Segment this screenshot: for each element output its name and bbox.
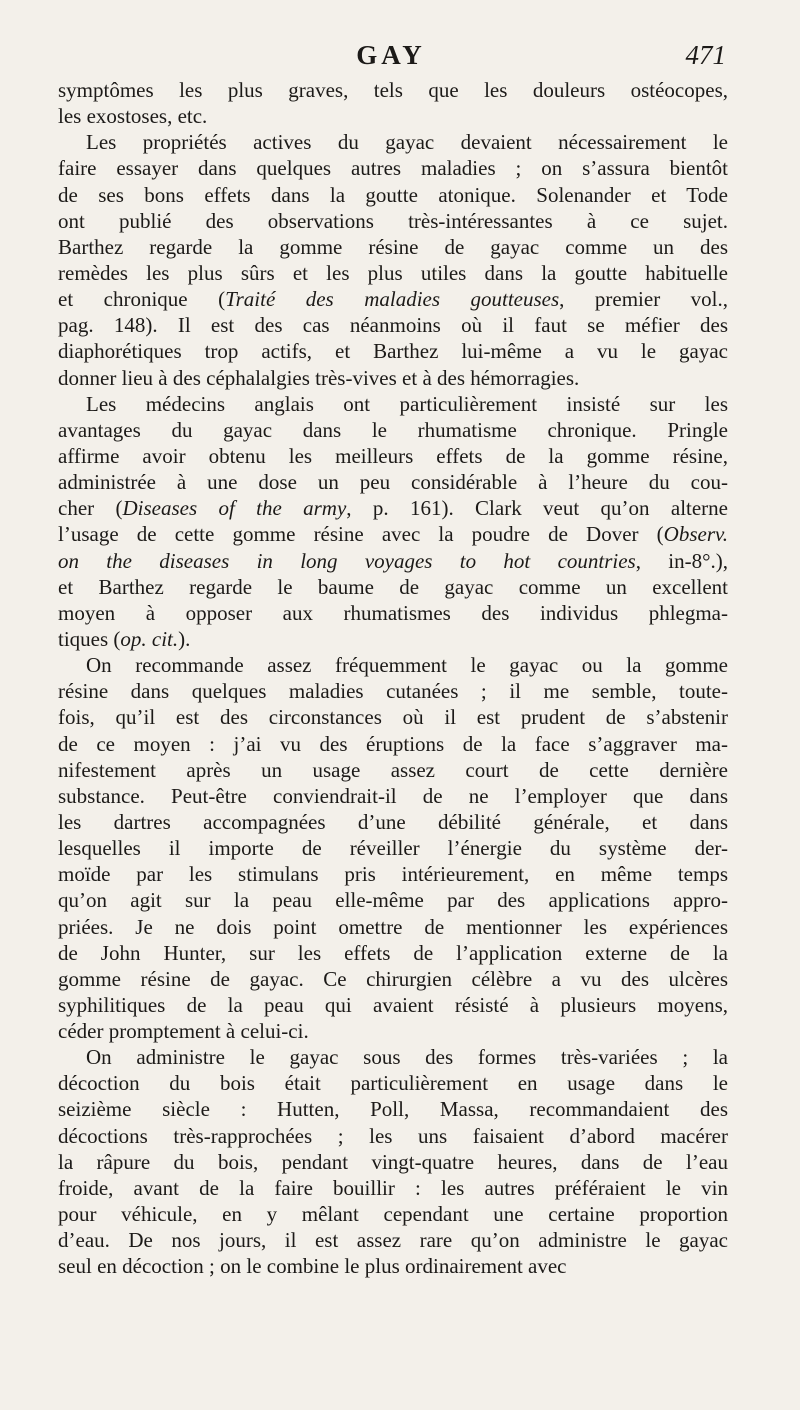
text-segment: résine dans quelques maladies cutanées ; il me semble, toute- [58,679,728,704]
text-segment: nifestement après un usage assez court de cette dernière [58,757,728,782]
text-line [58,940,728,966]
text-line [58,1018,728,1044]
page-number: 471 [685,40,726,70]
text-segment: lesquelles il importe de réveiller l’énergie du système der- [58,836,728,861]
text-line [58,208,728,234]
text-line [58,966,728,992]
text-line [58,1123,728,1149]
text-segment: substance. Peut-être conviendrait-il de ne l’employer que dans [58,783,728,808]
text-segment: symptômes les plus graves, tels que les douleurs ostéocopes, [58,78,728,102]
text-line [58,1201,728,1227]
text-line [58,731,728,757]
text-segment: les dartres accompagnées d’une débilité générale, et dans [58,809,728,834]
text-segment: décoction du bois était particulièrement en usage dans le [58,1071,728,1096]
italic-title: on the diseases in long voyages to hot countries [58,548,636,573]
text-segment: , premier vol., [559,287,728,312]
text-line [58,914,728,940]
text-segment: donner lieu à des céphalalgies très-vives et à des hémorragies. [58,365,580,390]
text-segment: la râpure du bois, pendant vingt-quatre heures, dans de l’eau [58,1149,728,1174]
text-segment: fois, qu’il est des circonstances où il est prudent de s’abstenir [58,705,728,730]
text-segment: moyen à opposer aux rhumatismes des individus phlegma- [58,600,728,625]
text-line [58,704,728,730]
text-line [58,260,728,286]
text-segment: de John Hunter, sur les effets de l’application externe de la [58,940,728,965]
italic-title: Traité des maladies goutteuses [225,287,560,312]
text-line [58,1253,728,1279]
text-line [58,652,728,678]
running-title: GAY [356,40,426,70]
text-segment: et Barthez regarde le baume de gayac comme un excellent [58,574,728,599]
text-line [58,338,728,364]
text-segment: cher ( [58,496,123,521]
text-line [58,312,728,338]
text-line [58,443,728,469]
text-line [58,1096,728,1122]
text-line [58,1227,728,1253]
text-segment: moïde par les stimulans pris intérieurement, en même temps [58,862,728,887]
text-segment: On recommande assez fréquemment le gayac ou la gomme [86,653,728,678]
text-segment: pag. 148). Il est des cas néanmoins où il faut se méfier des [58,313,728,338]
text-segment: de ce moyen : j’ai vu des éruptions de la face s’aggraver ma- [58,731,728,756]
text-segment: priées. Je ne dois point omettre de mentionner les expériences [58,914,728,939]
text-line [58,835,728,861]
text-segment: céder promptement à celui-ci. [58,1019,309,1044]
text-segment: syphilitiques de la peau qui avaient résisté à plusieurs moyens, [58,992,728,1017]
text-line [58,809,728,835]
italic-title: op. cit. [120,626,179,651]
text-line [58,1070,728,1096]
text-segment: avantages du gayac dans le rhumatisme chronique. Pringle [58,417,728,442]
text-line [58,391,728,417]
text-segment: administrée à une dose un peu considérable à l’heure du cou- [58,470,728,495]
italic-title: Observ. [663,522,728,547]
text-segment: seizième siècle : Hutten, Poll, Massa, recommandaient des [58,1097,728,1122]
text-segment: , in-8°.), [635,548,728,573]
text-line [58,992,728,1018]
text-segment: pour véhicule, en y mêlant cependant une certaine proportion [58,1202,728,1227]
text-line [58,783,728,809]
text-line [58,469,728,495]
text-segment: l’usage de cette gomme résine avec la poudre de Dover ( [58,522,664,547]
text-line [58,495,728,521]
text-line [58,155,728,181]
text-segment: Les propriétés actives du gayac devaient nécessairement le [86,130,728,155]
running-head [56,40,726,80]
text-segment: affirme avoir obtenu les meilleurs effets de la gomme résine, [58,443,728,468]
text-segment: ont publié des observations très-intéressantes à ce sujet. [58,208,728,233]
text-segment: de ses bons effets dans la goutte atonique. Solenander et Tode [58,182,728,207]
text-line [58,887,728,913]
text-line [58,574,728,600]
text-line [58,286,728,312]
text-line [58,182,728,208]
text-segment: gomme résine de gayac. Ce chirurgien célèbre a vu des ulcères [58,966,728,991]
text-segment: remèdes les plus sûrs et les plus utiles dans la goutte habituelle [58,260,728,285]
text-line [58,417,728,443]
text-line [58,521,728,547]
text-segment: et chronique ( [58,287,226,312]
text-line [58,548,728,574]
text-segment: tiques ( [58,626,121,651]
text-segment: Les médecins anglais ont particulièrement insisté sur les [86,391,728,416]
text-segment: seul en décoction ; on le combine le plus ordinairement avec [58,1254,567,1279]
italic-title: Diseases of the army [122,496,347,521]
text-line [58,103,728,129]
text-line [58,626,728,652]
text-line [58,1149,728,1175]
text-line [58,757,728,783]
text-line [58,234,728,260]
text-segment: diaphorétiques trop actifs, et Barthez lui-même a vu le gayac [58,339,728,364]
text-segment: faire essayer dans quelques autres maladies ; on s’assura bientôt [58,156,728,181]
text-segment: , p. 161). Clark veut qu’on alterne [346,496,728,521]
text-segment: On administre le gayac sous des formes très-variées ; la [86,1045,728,1070]
text-line [58,600,728,626]
text-line [58,77,728,103]
text-segment: qu’on agit sur la peau elle-même par des applications appro- [58,888,728,913]
text-line [58,1175,728,1201]
text-line [58,861,728,887]
text-segment: les exostoses, etc. [58,104,208,129]
body-text [58,77,728,1279]
text-line [58,1044,728,1070]
text-segment: froide, avant de la faire bouillir : les autres préféraient le vin [58,1175,728,1200]
text-segment: décoctions très-rapprochées ; les uns faisaient d’abord macérer [58,1123,728,1148]
text-line [58,365,728,391]
text-line [58,129,728,155]
text-line [58,678,728,704]
text-segment: d’eau. De nos jours, il est assez rare qu’on administre le gayac [58,1228,728,1253]
text-segment: ). [178,626,191,651]
text-segment: Barthez regarde la gomme résine de gayac comme un des [58,234,728,259]
